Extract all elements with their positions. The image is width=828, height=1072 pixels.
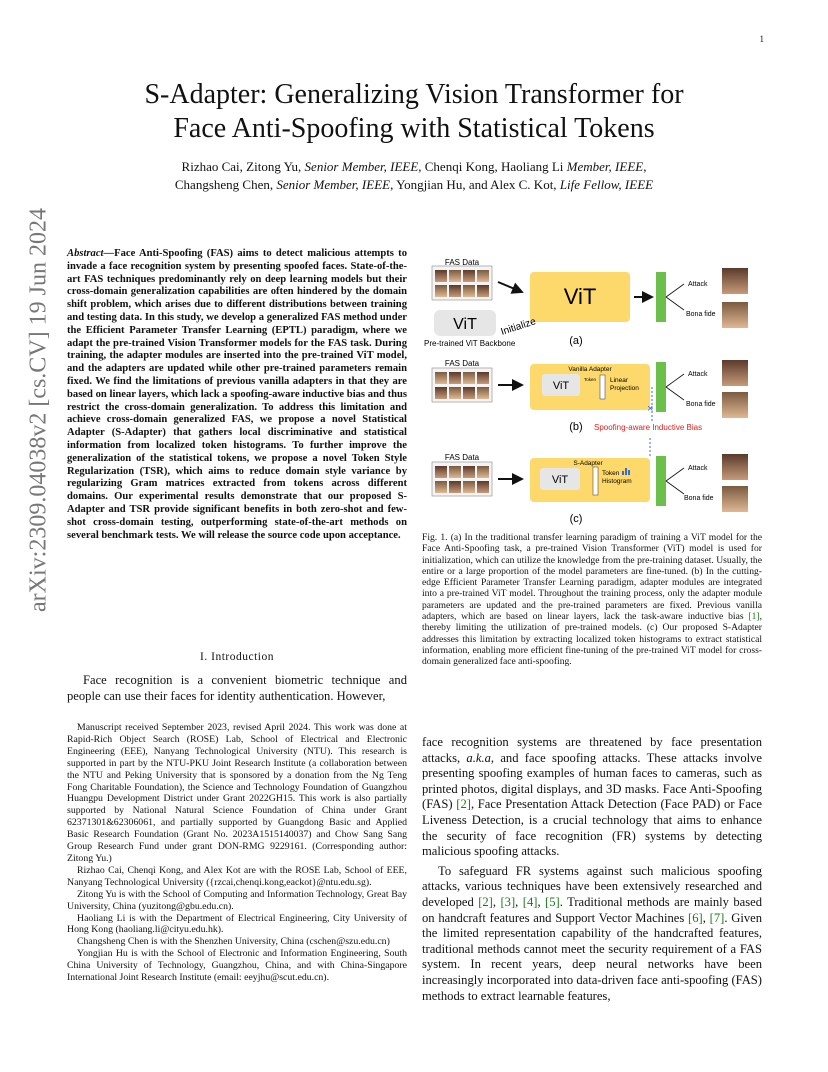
author-role: Senior Member, IEEE <box>304 159 419 174</box>
attack-face-c <box>722 454 748 480</box>
bonafide-face-a <box>722 302 748 328</box>
footnote: Manuscript received September 2023, revised April 2024. This work was done at Rapid-Rich Object Search (ROSE) Lab, School of Electrical and Electronic Engineering (EEE), Nanyang Technological University (NTU). This research is supported in part by the NTU-PKU Joint Research Institute (a collaboration between the NTU and Peking University that is sponsored by a donation from the Ng Teng Fong Charitable Foundation), the Science and Technology Foundation of Guangzhou Huangpu Development District under Grant 2022GH15. This work is also partially supported by National Natural Science Foundation of China under Grant 62371301&62306061, and partially supported by Guangdong Basic and Applied Basic Research Foundation (Grant No. 2023A1515140037) and Chow Sang Sang Group Research Fund under grant DON-RMG 9229161. (Corresponding author: Zitong Yu.) <box>67 722 407 864</box>
author-role: Life Fellow, IEEE <box>559 177 654 192</box>
footnote: Yongjian Hu is with the School of Electronic and Information Engineering, South China University of Technology, Guangzhou, China, and with China-Singapore International Joint Research Institute (email: eeyjhu@scut.edu.cn). <box>67 948 407 984</box>
intro-paragraph: Face recognition is a convenient biometric technique and people can use their faces for identity authentication. However, <box>67 673 407 703</box>
ref-link[interactable]: [5] <box>545 894 560 909</box>
token-hist-label-1: Token <box>602 470 620 477</box>
page-number: 1 <box>759 34 764 44</box>
body-right-column <box>422 735 762 1004</box>
pretrained-vit-label: ViT <box>453 316 477 333</box>
author-text: Changsheng Chen, <box>174 177 277 192</box>
linear-label: Linear <box>610 377 629 384</box>
figure-1-diagram <box>422 252 762 528</box>
vit-label-b: ViT <box>552 380 570 392</box>
bonafide-label-b: Bona fide <box>686 401 716 408</box>
author-line-2 <box>60 176 768 194</box>
vanilla-adapter-label: Vanilla Adapter <box>568 366 612 373</box>
fas-data-label-a: FAS Data <box>444 258 480 267</box>
token-hist-label-2: Histogram <box>602 478 632 485</box>
line-attack-a <box>666 284 684 297</box>
ref-link[interactable]: [1] <box>748 611 760 623</box>
ref-link[interactable]: [4] <box>522 894 538 909</box>
author-text: , <box>643 159 647 174</box>
bonafide-label-c: Bona fide <box>684 495 714 502</box>
body-paragraph <box>422 735 762 860</box>
bonafide-label-a: Bona fide <box>686 311 716 318</box>
attack-label-c: Attack <box>688 465 708 472</box>
title-line-2: Face Anti-Spoofing with Statistical Tokens <box>173 113 655 144</box>
title-line-1: S-Adapter: Generalizing Vision Transformer for <box>144 79 684 110</box>
section-heading: I. Introduction <box>200 651 274 663</box>
token-label-b: Token <box>584 377 597 382</box>
vit-label-c: ViT <box>551 474 569 486</box>
footnote: Rizhao Cai, Chenqi Kong, and Alex Kot are with the ROSE Lab, School of EEE, Nanyang Technological University ({rzcai,chenqi.kong,eackot}@ntu.edu.sg). <box>67 864 407 888</box>
cross-mark: × <box>647 403 654 415</box>
label-c: (c) <box>569 513 583 525</box>
author-text: , Chenqi Kong, Haoliang Li <box>418 159 567 174</box>
footnotes <box>67 722 407 984</box>
arxiv-id: arXiv:2309.04038v2 [cs.CV] 19 Jun 2024 <box>25 208 52 612</box>
footnote: Haoliang Li is with the Department of Electrical Engineering, City University of Hong Kong (haoliang.li@cityu.edu.hk). <box>67 912 407 936</box>
bonafide-face-c <box>722 486 748 512</box>
author-list <box>60 158 768 194</box>
author-role: Member, IEEE <box>566 159 644 174</box>
fas-data-label-c: FAS Data <box>444 453 480 462</box>
backbone-label: Pre-trained ViT Backbone <box>424 339 516 348</box>
fas-data-label-b: FAS Data <box>444 359 480 368</box>
body-text: , and face spoofing attacks. These attacks involve presenting spoofing examples of human faces to cameras, such as printed photos, digital displays, and 3D masks. Face Anti-Spoofing (FAS) <box>422 750 762 812</box>
abstract-text: —Face Anti-Spoofing (FAS) aims to detect malicious attempts to invade a face recognition system by presenting spoofed faces. State-of-the-art FAS techniques predominantly rely on deep learning models but their cross-domain generalization capabilities are often hindered by the domain shift problem, which arises due to different distributions between training and testing data. In this study, we develop a generalized FAS method under the Efficient Parameter Transfer Learning (EPTL) paradigm, where we adapt the pre-trained Vision Transformer models for the FAS task. During training, the adapter modules are inserted into the pre-trained ViT model, and the adapters are updated while other pre-trained parameters remain fixed. We find the limitations of previous vanilla adapters in that they are based on linear layers, which lack a spoofing-aware inductive bias and thus restrict the cross-domain generalization. To address this limitation and achieve cross-domain generalized FAS, we propose a novel Statistical Adapter (S-Adapter) that gathers local discriminative and statistical information from localized token histograms. To further improve the generalization of the statistical tokens, we propose a novel Token Style Regularization (TSR), which aims to reduce domain style variance by regularizing Gram matrices extracted from tokens across different domains. Our experimental results demonstrate that our proposed S-Adapter and TSR provide significant benefits in both zero-shot and few-shot cross-domain testing, outperforming state-of-the-art methods on several benchmark tests. We will release the source code upon acceptance. <box>67 248 407 541</box>
body-paragraph: To safeguard FR systems against such malicious spoofing attacks, various techniques have been extensively researched and developed [2], [3], [4], [5]. Traditional methods are mainly based on handcraft features and Support Vector Machines [6], [7]. Given the limited representation capability of the handcrafted features, traditional methods cannot meet the security requirement of a FAS system. In recent years, deep neural networks have been increasingly incorporated into data-driven face anti-spoofing (FAS) methods to extract learnable features, <box>422 863 763 1003</box>
caption-text: , thereby limiting the utilization of pre-trained models. (c) Our proposed S-Adapter addresses this limitation by extracting localized token histograms to extract statistical information, enabling more efficient fine-tuning of the pre-trained ViT model for cross-domain generalized face anti-spoofing. <box>422 611 762 668</box>
classifier-bar-c <box>656 456 666 506</box>
ref-link[interactable]: [2] <box>478 894 493 909</box>
attack-label-b: Attack <box>688 371 708 378</box>
ref-link[interactable]: [7] <box>709 910 725 925</box>
bonafide-face-b <box>722 392 748 418</box>
ref-link[interactable]: [2] <box>456 797 471 812</box>
author-text: Rizhao Cai, Zitong Yu, <box>181 159 305 174</box>
classifier-bar-a <box>656 272 666 322</box>
abstract <box>67 248 407 542</box>
footnote: Changsheng Chen is with the Shenzhen University, China (cschen@szu.edu.cn) <box>77 936 390 948</box>
author-text: , Yongjian Hu, and Alex C. Kot, <box>390 177 560 192</box>
author-line-1 <box>60 158 768 176</box>
initialize-label: Initialize <box>499 316 538 338</box>
line-bonafide-c <box>666 481 684 494</box>
classifier-bar-b <box>656 362 666 412</box>
projection-label: Projection <box>610 385 639 392</box>
body-text: . Given the limited representation capability of the handcrafted features, traditional methods cannot meet the security requirement of a FAS system. In recent years, deep neural networks have been increasingly incorporated into data-driven face anti-spoofing (FAS) methods to extract learnable features, <box>422 910 763 1003</box>
figure-caption <box>422 532 762 668</box>
body-text: . Traditional methods are mainly based on handcraft features and Support Vector Machines <box>422 894 763 925</box>
attack-face-a <box>722 268 748 294</box>
ref-link[interactable]: [6] <box>688 910 703 925</box>
arrow-a1 <box>498 282 522 292</box>
ref-link[interactable]: [3] <box>500 894 516 909</box>
arxiv-sidebar <box>14 208 64 612</box>
caption-text: Fig. 1. (a) In the traditional transfer learning paradigm of training a ViT model for the Face Anti-Spoofing task, a pre-trained Vision Transformer (ViT) model is used for initialization, which can utilize the knowledge from the pre-training dataset. Usually, the entire or a large proportion of the model parameters are fine-tuned. (b) In the cutting-edge Efficient Parameter Transfer Learning paradigm, adapter modules are integrated into a pre-trained ViT model. Throughout the training process, only the adapter module parameters are updated and the pre-trained parameters are fixed. Previous vanilla adapters, which are based on linear layers, lack the task-aware inductive bias <box>422 532 762 623</box>
attack-face-b <box>722 360 748 386</box>
line-attack-b <box>666 374 684 387</box>
attack-label-a: Attack <box>688 281 708 288</box>
label-a: (a) <box>569 335 583 347</box>
figure-1 <box>422 252 762 528</box>
abstract-label: Abstract <box>67 248 104 259</box>
footnote: Zitong Yu is with the School of Computing and Information Technology, Great Bay University, China (yuzitong@gbu.edu.cn). <box>67 888 407 912</box>
body-text: face recognition systems are threatened by face presentation attacks, <box>422 735 762 765</box>
body-text: To safeguard FR systems against such malicious spoofing attacks, various techniques have been extensively researched and developed <box>422 863 762 909</box>
vit-label-a: ViT <box>563 284 597 309</box>
author-role: Senior Member, IEEE <box>276 177 391 192</box>
bias-label: Spoofing-aware Inductive Bias <box>594 423 703 432</box>
token-column-b <box>600 375 605 399</box>
token-column-c <box>593 467 598 495</box>
body-text: , Face Presentation Attack Detection (Face PAD) or Face Liveness Detection, is a crucial technology that aims to enhance the security of face recognition (FR) systems by detecting malicious spoofing attacks. <box>422 797 762 859</box>
paper-title <box>60 78 768 146</box>
line-attack-c <box>666 468 684 481</box>
line-bonafide-a <box>666 297 684 310</box>
s-adapter-label: S-Adapter <box>573 460 603 467</box>
line-bonafide-b <box>666 387 684 400</box>
label-b: (b) <box>569 421 583 433</box>
body-text: a.k.a <box>466 750 491 765</box>
